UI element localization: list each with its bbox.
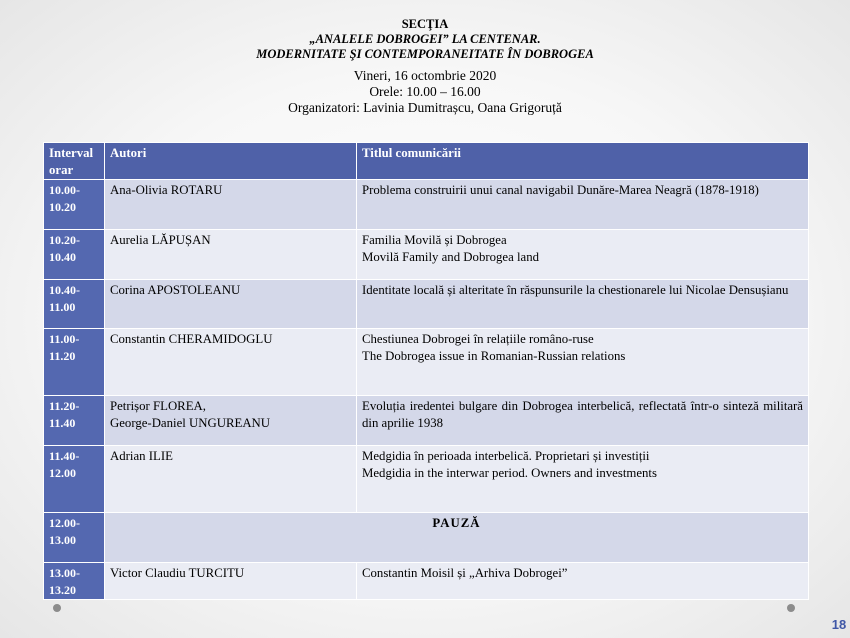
- column-header-authors: Autori: [105, 143, 357, 180]
- session-organizers: Organizatori: Lavinia Dumitrașcu, Oana Grigoruță: [288, 100, 562, 115]
- pause-cell: PAUZĂ: [105, 513, 809, 563]
- time-cell: 11.40-12.00: [44, 446, 105, 513]
- title-english: Movilă Family and Dobrogea land: [362, 250, 539, 264]
- session-date: Vineri, 16 octombrie 2020: [353, 68, 497, 83]
- decorative-dot-right: [787, 604, 795, 612]
- table-row: [44, 230, 809, 280]
- schedule-table: [43, 142, 809, 600]
- authors-cell: Victor Claudiu TURCITU: [105, 563, 357, 600]
- time-cell: 10.20-10.40: [44, 230, 105, 280]
- title-text: Medgidia în perioada interbelică. Proprietari și investiții: [362, 449, 650, 463]
- title-cell: [357, 563, 809, 600]
- author-name: George-Daniel UNGUREANU: [110, 416, 271, 430]
- table-row: [44, 563, 809, 600]
- title-text: Problema construirii unui canal navigabil Dunăre-Marea Neagră (1878-1918): [362, 183, 759, 197]
- title-cell: [357, 280, 809, 329]
- section-label: SECŢIA: [401, 17, 449, 31]
- title-cell: [357, 180, 809, 230]
- title-cell: [357, 446, 809, 513]
- table-row: [44, 180, 809, 230]
- title-cell: [357, 230, 809, 280]
- time-cell: 13.00-13.20: [44, 563, 105, 600]
- table-row: [44, 513, 809, 563]
- time-cell: 12.00-13.00: [44, 513, 105, 563]
- authors-cell: Adrian ILIE: [105, 446, 357, 513]
- page-number: 18: [831, 617, 847, 632]
- table-row: [44, 396, 809, 446]
- title-cell: [357, 396, 809, 446]
- decorative-dot-left: [53, 604, 61, 612]
- title-text: Identitate locală și alteritate în răspunsurile la chestionarele lui Nicolae Densușianu: [362, 283, 789, 297]
- table-row: [44, 446, 809, 513]
- authors-cell: Aurelia LĂPUȘAN: [105, 230, 357, 280]
- authors-cell: Corina APOSTOLEANU: [105, 280, 357, 329]
- title-cell: [357, 329, 809, 396]
- time-cell: 10.00-10.20: [44, 180, 105, 230]
- authors-cell: [105, 396, 357, 446]
- title-text: Constantin Moisil și „Arhiva Dobrogei”: [362, 566, 568, 580]
- time-cell: 11.20-11.40: [44, 396, 105, 446]
- section-subtitle: MODERNITATE ŞI CONTEMPORANEITATE ÎN DOBROGEA: [256, 47, 594, 61]
- time-cell: 11.00-11.20: [44, 329, 105, 396]
- time-cell: 10.40-11.00: [44, 280, 105, 329]
- title-english: Medgidia in the interwar period. Owners and investments: [362, 466, 657, 480]
- author-name: Petrișor FLOREA,: [110, 399, 206, 413]
- column-header-interval: Interval orar: [44, 143, 105, 180]
- authors-cell: Ana-Olivia ROTARU: [105, 180, 357, 230]
- title-text: Familia Movilă și Dobrogea: [362, 233, 507, 247]
- table-row: [44, 280, 809, 329]
- authors-cell: Constantin CHERAMIDOGLU: [105, 329, 357, 396]
- session-hours: Orele: 10.00 – 16.00: [369, 84, 481, 99]
- table-header-row: [44, 143, 809, 180]
- page-header: [0, 17, 850, 116]
- title-english: The Dobrogea issue in Romanian-Russian relations: [362, 349, 626, 363]
- table-row: [44, 329, 809, 396]
- title-text: Evoluția iredentei bulgare din Dobrogea interbelică, reflectată într-o sinteză militară din aprilie 1938: [362, 399, 803, 430]
- section-title: „ANALELE DOBROGEI” LA CENTENAR.: [309, 32, 541, 46]
- title-text: Chestiunea Dobrogei în relațiile româno-ruse: [362, 332, 594, 346]
- column-header-title: Titlul comunicării: [357, 143, 809, 180]
